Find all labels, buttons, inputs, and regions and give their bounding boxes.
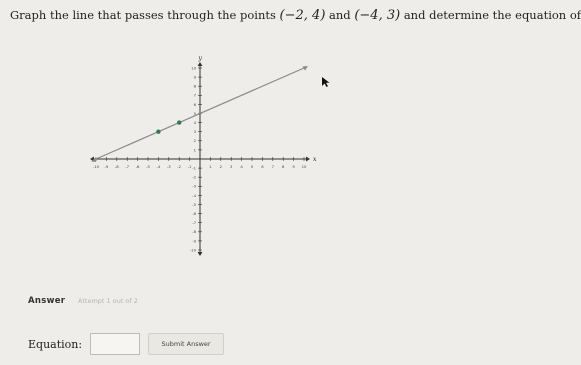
question-prefix: Graph the line that passes through the points [10,8,276,22]
y-tick-label: 9 [193,74,196,80]
y-axis-label: y [198,55,202,62]
equation-input[interactable] [90,333,140,355]
x-tick-label: -2 [177,164,182,169]
y-tick-label: -3 [192,183,196,189]
x-tick-label: -3 [166,164,171,169]
point-2: (−4, 3) [354,8,401,23]
y-tick-label: 4 [193,120,196,125]
attempt-counter: Attempt 1 out of 2 [78,297,138,305]
x-tick-label: -9 [104,164,109,169]
y-axis-arrow-down-icon [198,252,203,256]
y-tick-label: -7 [192,220,196,226]
coordinate-graph[interactable] [88,34,328,274]
x-tick-label: -8 [114,164,119,169]
y-tick-label: 6 [193,101,196,107]
x-tick-label: -6 [135,164,140,169]
x-tick-label: 1 [209,164,212,169]
answer-label: Answer [28,296,66,306]
x-tick-label: -10 [92,164,100,169]
y-tick-label: -6 [192,211,196,216]
x-tick-label: -5 [146,164,150,169]
x-tick-label: 9 [292,164,295,169]
y-tick-label: 1 [193,147,196,153]
y-axis-arrow-up-icon [198,62,203,66]
y-tick-label: -1 [192,165,196,171]
plotted-point [177,120,181,124]
answer-section [28,296,138,306]
y-tick-label: 2 [193,138,196,144]
x-tick-label: 4 [240,164,243,169]
y-tick-label: -8 [192,229,196,235]
x-tick-label: 10 [301,164,307,169]
question-text [10,8,581,23]
x-tick-label: 8 [281,164,285,169]
y-tick-label: -10 [189,247,196,253]
y-tick-label: 3 [193,129,196,135]
x-tick-label: 2 [219,164,223,169]
x-tick-label: -7 [125,164,130,169]
y-tick-label: 7 [193,92,196,98]
question-suffix: and determine the equation of [403,8,581,22]
x-axis-arrow-right-icon [306,157,310,162]
point-1: (−2, 4) [279,8,326,23]
x-axis-label: x [313,156,317,163]
y-tick-label: 8 [193,83,196,89]
plotted-point [156,130,160,134]
x-tick-label: 6 [261,164,264,169]
question-middle: and [329,8,351,22]
x-tick-label: 7 [271,164,275,169]
y-tick-label: -4 [192,192,196,198]
y-tick-label: -5 [192,201,196,207]
submit-answer-button[interactable]: Submit Answer [148,333,224,355]
equation-row [28,333,224,355]
equation-label: Equation: [28,337,83,351]
y-tick-label: 5 [193,110,196,116]
x-tick-label: -4 [156,164,161,169]
x-tick-label: -1 [187,164,192,169]
y-tick-label: -9 [192,238,196,244]
x-tick-label: 3 [229,164,233,169]
x-tick-label: 5 [250,164,254,169]
y-tick-label: 10 [191,65,196,71]
mouse-cursor-icon [321,76,331,88]
y-tick-label: -2 [192,174,196,180]
